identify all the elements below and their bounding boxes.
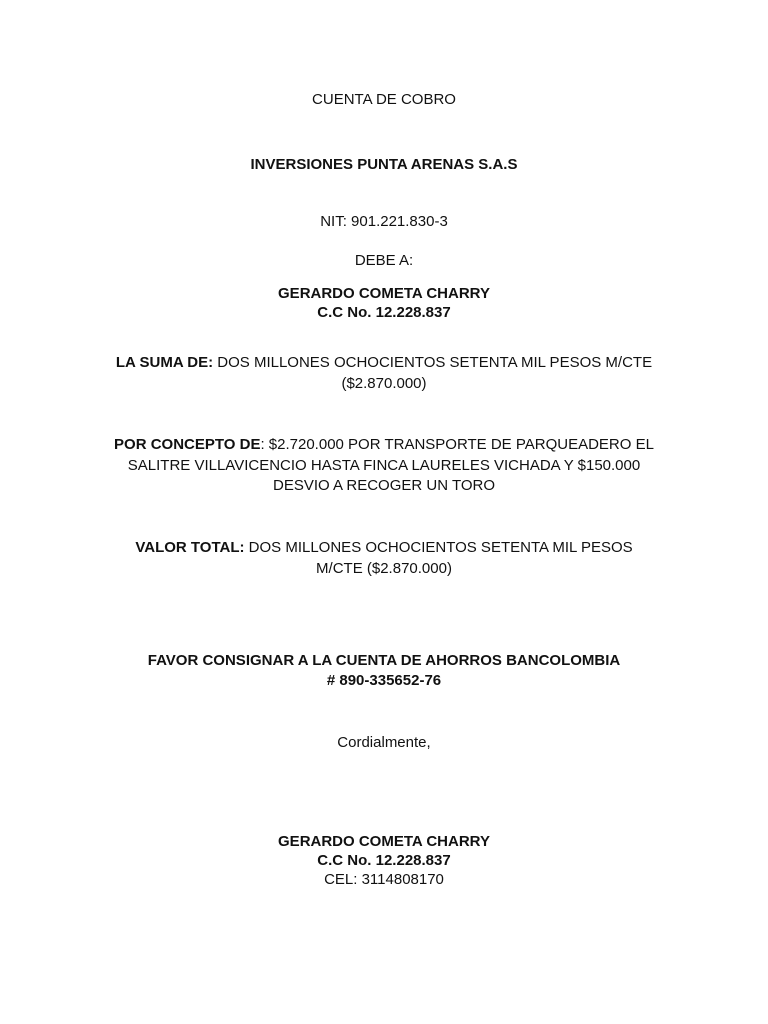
- payment-instruction: FAVOR CONSIGNAR A LA CUENTA DE AHORROS BANCOLOMBIA: [147, 652, 621, 669]
- debe-a-label: DEBE A:: [354, 252, 414, 269]
- total-text: DOS MILLONES OCHOCIENTOS SETENTA MIL PESOS M/CTE ($2.870.000): [244, 539, 633, 577]
- signature-id: C.C No. 12.228.837: [317, 852, 451, 869]
- payment-account-number: # 890-335652-76: [326, 672, 442, 689]
- company-name: INVERSIONES PUNTA ARENAS S.A.S: [250, 156, 518, 173]
- suma-label: LA SUMA DE:: [115, 354, 214, 371]
- closing-text: Cordialmente,: [337, 734, 431, 751]
- total-paragraph: [120, 538, 648, 579]
- creditor-name: GERARDO COMETA CHARRY: [278, 285, 490, 302]
- signature-phone: CEL: 3114808170: [324, 871, 444, 888]
- total-label: VALOR TOTAL:: [135, 539, 245, 556]
- concepto-label: POR CONCEPTO DE: [114, 436, 261, 453]
- concepto-text: : $2.720.000 POR TRANSPORTE DE PARQUEADERO EL SALITRE VILLAVICENCIO HASTA FINCA LAURELES VICHADA Y $150.000 DESVIO A RECOGER UN TORO: [127, 436, 654, 494]
- creditor-id: C.C No. 12.228.837: [317, 304, 451, 321]
- document-heading: CUENTA DE COBRO: [312, 91, 456, 108]
- concepto-paragraph: [104, 435, 664, 497]
- signature-name: GERARDO COMETA CHARRY: [278, 833, 490, 850]
- suma-paragraph: [100, 353, 668, 394]
- company-nit: NIT: 901.221.830-3: [320, 213, 448, 230]
- suma-text: DOS MILLONES OCHOCIENTOS SETENTA MIL PESOS M/CTE ($2.870.000): [213, 354, 653, 392]
